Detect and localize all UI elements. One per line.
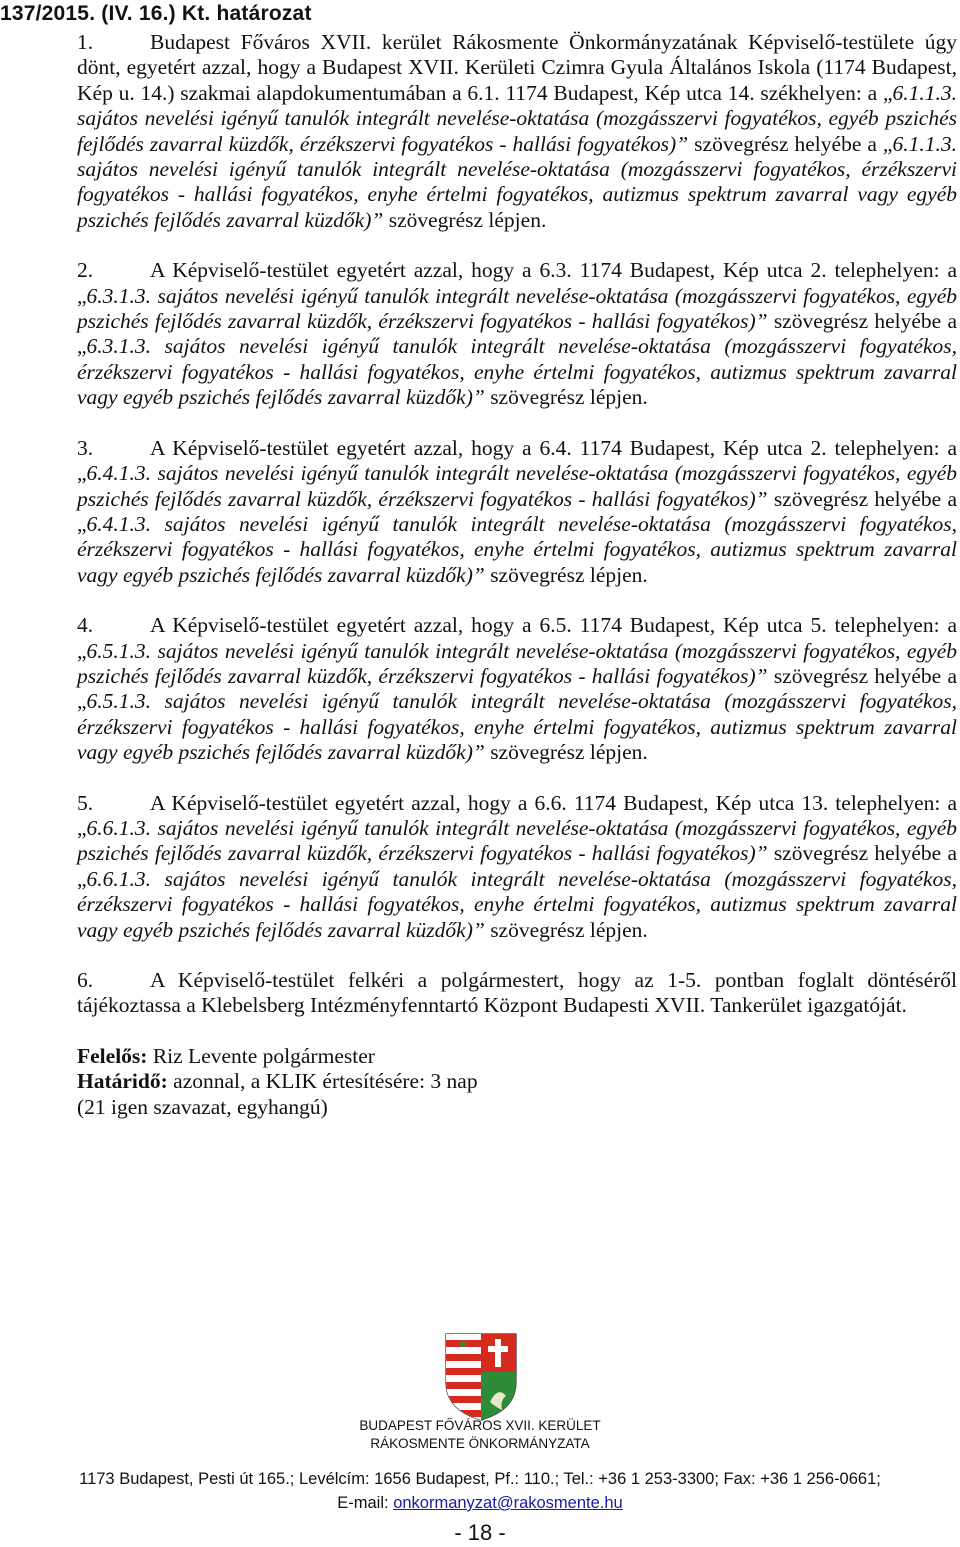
list-item <box>77 968 957 1019</box>
footer-contact <box>0 1467 960 1515</box>
address-line: 1173 Budapest, Pesti út 165.; Levélcím: 1656 Budapest, Pf.: 110.; Tel.: +36 1 253-3300; Fax: +36 1 256-0661; <box>79 1470 881 1488</box>
list-item <box>77 791 957 943</box>
item-text: szövegrész helyébe a „ <box>77 309 957 359</box>
item-new-text: 6.3.1.3. sajátos nevelési igényű tanulók integrált nevelése-oktatása (mozgásszervi fogyatékos, érzékszervi fogyatékos - hallási fogyatékos, enyhe értelmi fogyatékos, autizmus spektrum zavarral vagy egyéb pszichés fejlődés zavarral küzdők)” <box>77 334 957 410</box>
email-link[interactable]: onkormanyzat@rakosmente.hu <box>393 1494 623 1512</box>
item-text: szövegrész helyébe a „ <box>77 841 957 891</box>
deadline-value: azonnal, a KLIK értesítésére: 3 nap <box>167 1069 478 1094</box>
item-text: A Képviselő-testület egyetért azzal, hogy a 6.6. 1174 Budapest, Kép utca 13. telephelyen: a „ <box>77 790 957 840</box>
item-text: A Képviselő-testület egyetért azzal, hogy a 6.3. 1174 Budapest, Kép utca 2. telephelyen: a „ <box>77 258 957 308</box>
item-number: 1. <box>77 30 94 54</box>
item-old-text: 6.4.1.3. sajátos nevelési igényű tanulók integrált nevelése-oktatása (mozgásszervi fogyatékos, egyéb pszichés fejlődés zavarral küzdők, érzékszervi fogyatékos - hallási fogyatékos)” <box>77 461 957 511</box>
item-text: Budapest Főváros XVII. kerület Rákosmente Önkormányzatának Képviselő-testülete úgy dönt, egyetért azzal, hogy a Budapest XVII. Kerületi Czimra Gyula Általános Iskola (1174 Budapest, Kép u. 14.) szakmai alapdokumentumában a 6.1. 1174 Budapest, Kép utca 14. székhelyen: a „ <box>77 30 957 105</box>
item-text: szövegrész lépjen. <box>383 207 547 232</box>
responsible-label: Felelős: <box>77 1043 148 1068</box>
item-old-text: 6.5.1.3. sajátos nevelési igényű tanulók integrált nevelése-oktatása (mozgásszervi fogyatékos, egyéb pszichés fejlődés zavarral küzdők, érzékszervi fogyatékos - hallási fogyatékos)” <box>77 638 957 688</box>
footer-organization <box>0 1417 960 1453</box>
item-number: 6. <box>77 968 94 992</box>
list-item <box>77 258 957 410</box>
org-line: BUDAPEST FŐVÁROS XVII. KERÜLET <box>359 1418 601 1433</box>
email-line <box>0 1491 960 1515</box>
item-old-text: 6.3.1.3. sajátos nevelési igényű tanulók integrált nevelése-oktatása (mozgásszervi fogyatékos, egyéb pszichés fejlődés zavarral küzdők, érzékszervi fogyatékos - hallási fogyatékos)” <box>77 283 957 334</box>
page-number: - 18 - <box>454 1520 506 1545</box>
item-text: szövegrész lépjen. <box>484 562 648 587</box>
item-number: 5. <box>77 790 94 815</box>
list-item <box>77 30 957 233</box>
resolution-body <box>77 30 957 1120</box>
item-old-text: 6.1.1.3. sajátos nevelési igényű tanulók integrált nevelése-oktatása (mozgásszervi fogyatékos, egyéb pszichés fejlődés zavarral küzdők, érzékszervi fogyatékos - hallási fogyatékos)” <box>77 80 957 156</box>
list-item <box>77 613 957 765</box>
list-item <box>77 436 957 588</box>
deadline-label: Határidő: <box>77 1069 168 1094</box>
item-old-text: 6.6.1.3. sajátos nevelési igényű tanulók integrált nevelése-oktatása (mozgásszervi fogyatékos, egyéb pszichés fejlődés zavarral küzdők, érzékszervi fogyatékos - hallási fogyatékos)” <box>77 815 957 866</box>
item-text: szövegrész lépjen. <box>484 385 648 410</box>
vote-result: (21 igen szavazat, egyhangú) <box>77 1094 328 1119</box>
item-number: 4. <box>77 613 94 638</box>
item-number: 2. <box>77 258 94 283</box>
resolution-meta <box>77 1044 957 1120</box>
item-text: szövegrész helyébe a „ <box>688 131 893 156</box>
item-text: szövegrész lépjen. <box>484 917 648 942</box>
item-text: A Képviselő-testület egyetért azzal, hogy a 6.4. 1174 Budapest, Kép utca 2. telephelyen: a „ <box>77 435 957 486</box>
item-text: szövegrész lépjen. <box>484 740 648 765</box>
resolution-heading: 137/2015. (IV. 16.) Kt. határozat <box>0 2 312 25</box>
item-text: szövegrész helyébe a „ <box>77 486 957 536</box>
email-label: E-mail: <box>337 1494 394 1512</box>
org-line: RÁKOSMENTE ÖNKORMÁNYZATA <box>370 1436 590 1451</box>
coat-of-arms-icon <box>442 1330 520 1422</box>
item-text: A Képviselő-testület egyetért azzal, hogy a 6.5. 1174 Budapest, Kép utca 5. telephelyen: a „ <box>77 613 957 663</box>
item-text: szövegrész helyébe a „ <box>77 663 957 714</box>
item-new-text: 6.1.1.3. sajátos nevelési igényű tanulók integrált nevelése-oktatása (mozgásszervi fogyatékos, érzékszervi fogyatékos - hallási fogyatékos, enyhe értelmi fogyatékos, autizmus spektrum zavarral vagy egyéb pszichés fejlődés zavarral küzdők)” <box>77 131 957 232</box>
item-number: 3. <box>77 435 94 460</box>
item-text: A Képviselő-testület felkéri a polgármestert, hogy az 1-5. pontban foglalt döntéséről tájékoztassa a Klebelsberg Intézményfenntartó Központ Budapesti XVII. Tankerület igazgatóját. <box>77 968 957 1018</box>
responsible-value: Riz Levente polgármester <box>147 1043 375 1068</box>
item-new-text: 6.5.1.3. sajátos nevelési igényű tanulók integrált nevelése-oktatása (mozgásszervi fogyatékos, érzékszervi fogyatékos - hallási fogyatékos, enyhe értelmi fogyatékos, autizmus spektrum zavarral vagy egyéb pszichés fejlődés zavarral küzdők)” <box>77 689 957 765</box>
item-new-text: 6.6.1.3. sajátos nevelési igényű tanulók integrált nevelése-oktatása (mozgásszervi fogyatékos, érzékszervi fogyatékos - hallási fogyatékos, enyhe értelmi fogyatékos, autizmus spektrum zavarral vagy egyéb pszichés fejlődés zavarral küzdők)” <box>77 866 957 942</box>
item-new-text: 6.4.1.3. sajátos nevelési igényű tanulók integrált nevelése-oktatása (mozgásszervi fogyatékos, érzékszervi fogyatékos - hallási fogyatékos, enyhe értelmi fogyatékos, autizmus spektrum zavarral vagy egyéb pszichés fejlődés zavarral küzdők)” <box>77 511 957 587</box>
